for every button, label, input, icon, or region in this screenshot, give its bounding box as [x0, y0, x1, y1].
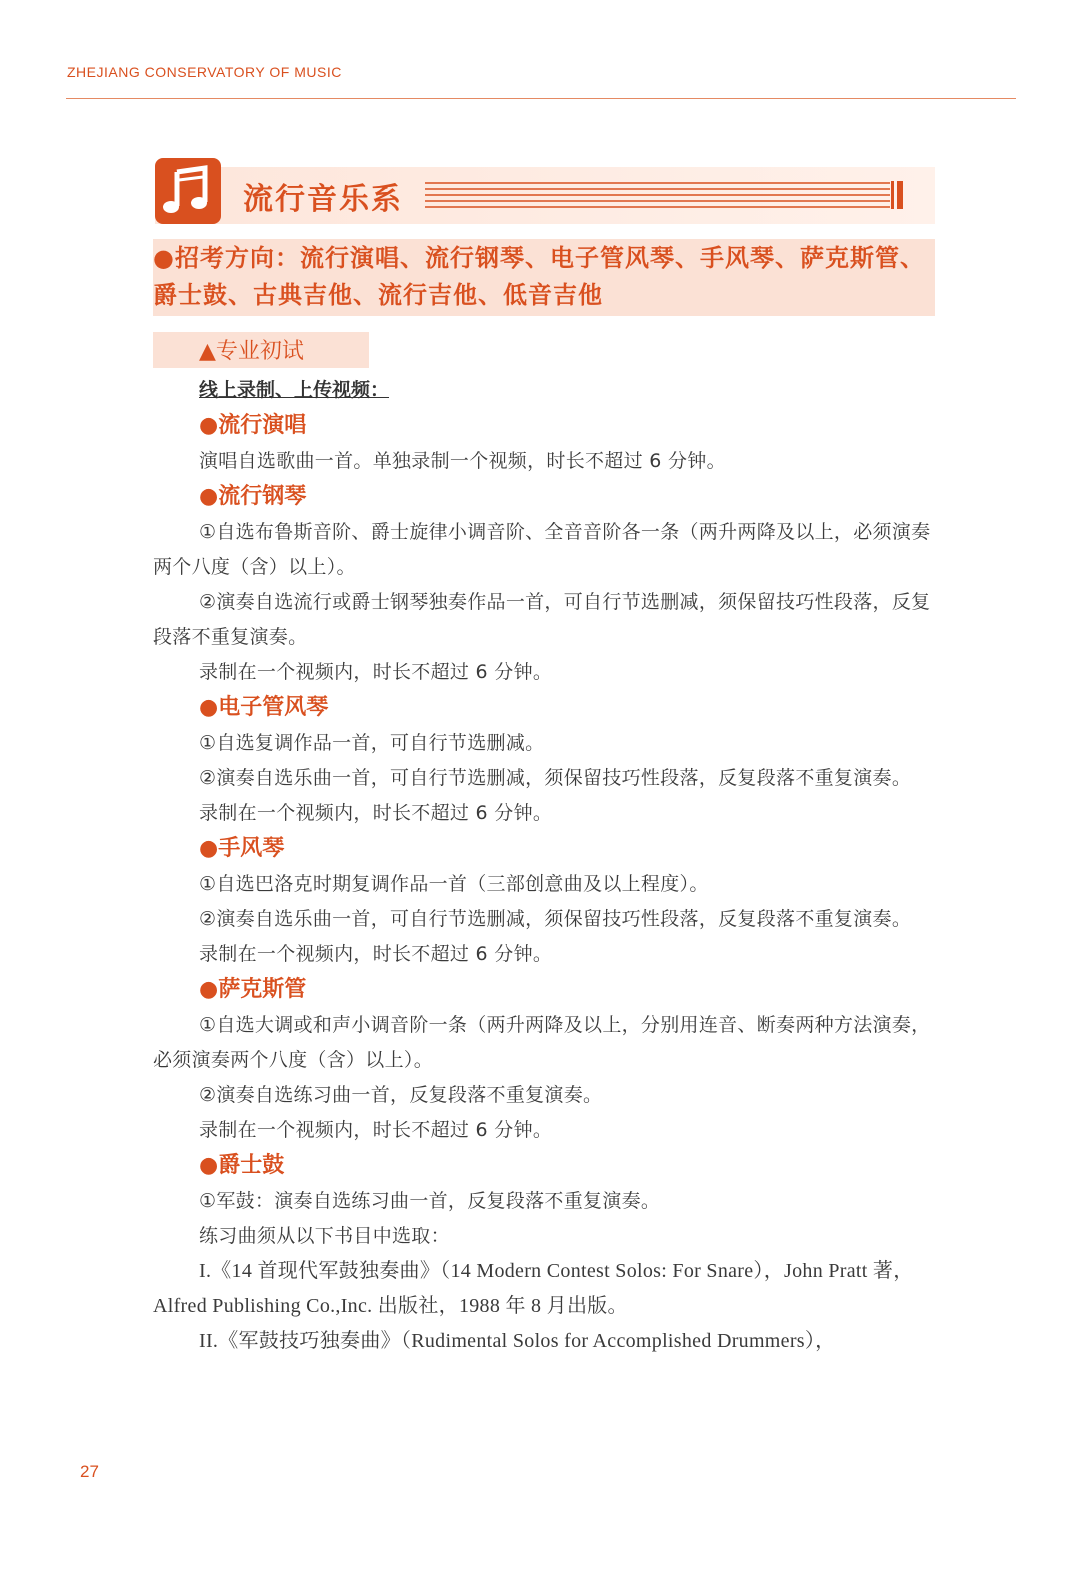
- department-title: 流行音乐系: [243, 182, 403, 217]
- section-text: ①自选复调作品一首，可自行节选删减。: [199, 732, 545, 754]
- header-rule: [66, 98, 1016, 99]
- section-text: 录制在一个视频内，时长不超过 6 分钟。: [199, 1119, 553, 1141]
- section-text: ①自选巴洛克时期复调作品一首（三部创意曲及以上程度）。: [199, 873, 709, 895]
- section-text: ①自选布鲁斯音阶、爵士旋律小调音阶、全音音阶各一条（两升两降及以上，必须演奏两个八度（含）以上）。: [153, 521, 931, 578]
- page-number: 27: [80, 1462, 99, 1481]
- recruitment-direction: ●招考方向：流行演唱、流行钢琴、电子管风琴、手风琴、萨克斯管、爵士鼓、古典吉他、流行吉他、低音吉他: [153, 244, 925, 309]
- online-subheading: 线上录制、上传视频：: [199, 379, 390, 401]
- section-text: 录制在一个视频内，时长不超过 6 分钟。: [199, 802, 553, 824]
- section-title-accordion: ●手风琴: [199, 836, 285, 861]
- section-text: 录制在一个视频内，时长不超过 6 分钟。: [199, 661, 553, 683]
- section-title-pop-vocal: ●流行演唱: [199, 413, 307, 438]
- section-text: 练习曲须从以下书目中选取：: [199, 1225, 450, 1247]
- section-text: ①军鼓：演奏自选练习曲一首，反复段落不重复演奏。: [199, 1190, 661, 1212]
- section-title-pop-piano: ●流行钢琴: [199, 484, 307, 509]
- section-text: 演唱自选歌曲一首。单独录制一个视频，时长不超过 6 分钟。: [199, 450, 726, 472]
- header-org: ZHEJIANG CONSERVATORY OF MUSIC: [67, 64, 342, 80]
- stage-title: ▲专业初试: [199, 339, 304, 364]
- section-text: I.《14 首现代军鼓独奏曲》（14 Modern Contest Solos: For Snare），John Pratt 著，Alfred Publishing Co.,Inc. 出版社，1988 年 8 月出版。: [153, 1260, 914, 1317]
- staff-lines-decoration: [425, 181, 905, 211]
- section-text: 录制在一个视频内，时长不超过 6 分钟。: [199, 943, 553, 965]
- content-block: [153, 372, 933, 1359]
- section-text: ②演奏自选乐曲一首，可自行节选删减，须保留技巧性段落，反复段落不重复演奏。: [199, 767, 912, 789]
- section-text: ②演奏自选乐曲一首，可自行节选删减，须保留技巧性段落，反复段落不重复演奏。: [199, 908, 912, 930]
- music-note-icon: [155, 158, 221, 224]
- section-title-jazz-drums: ●爵士鼓: [199, 1153, 285, 1178]
- section-text: ②演奏自选流行或爵士钢琴独奏作品一首，可自行节选删减，须保留技巧性段落，反复段落不重复演奏。: [153, 591, 931, 648]
- section-text: II.《军鼓技巧独奏曲》（Rudimental Solos for Accomplished Drummers），: [199, 1330, 836, 1352]
- section-title-saxophone: ●萨克斯管: [199, 977, 307, 1002]
- section-text: ①自选大调或和声小调音阶一条（两升两降及以上，分别用连音、断奏两种方法演奏，必须演奏两个八度（含）以上）。: [153, 1014, 931, 1071]
- section-text: ②演奏自选练习曲一首，反复段落不重复演奏。: [199, 1084, 603, 1106]
- section-title-electone: ●电子管风琴: [199, 695, 329, 720]
